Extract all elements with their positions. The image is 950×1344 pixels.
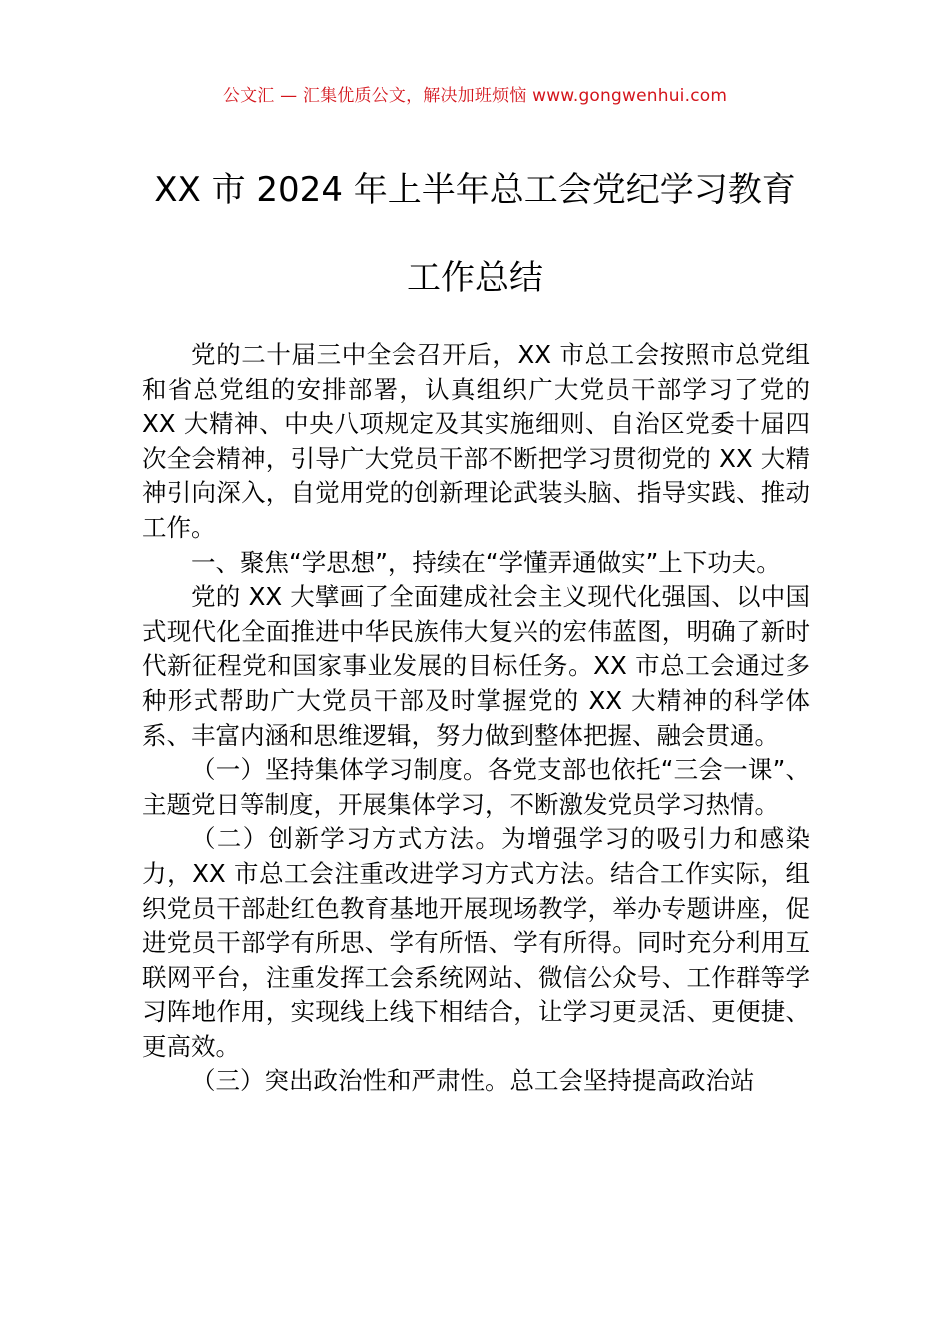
paragraph-section-1: 党的 XX 大擘画了全面建成社会主义现代化强国、以中国式现代化全面推进中华民族伟大复兴的宏伟蓝图，明确了新时代新征程党和国家事业发展的目标任务。XX 市总工会通过多种形式帮助广大党员干部及时掌握党的 XX 大精神的科学体系、丰富内涵和思维逻辑，努力做到整体把握、融会贯通。 xyxy=(142,582,810,750)
document-body xyxy=(142,338,810,1099)
paragraph-intro: 党的二十届三中全会召开后，XX 市总工会按照市总党组和省总党组的安排部署，认真组织广大党员干部学习了党的 XX 大精神、中央八项规定及其实施细则、自治区党委十届四次全会精神，引导广大党员干部不断把学习贯彻党的 XX 大精神引向深入，自觉用党的创新理论武装头脑、指导实践、推动工作。 xyxy=(142,340,810,542)
header-banner: 公文汇 — 汇集优质公文，解决加班烦恼 www.gongwenhui.com xyxy=(222,86,728,106)
page-title xyxy=(120,146,830,322)
paragraph-item-2: （二）创新学习方式方法。为增强学习的吸引力和感染力，XX 市总工会注重改进学习方式方法。结合工作实际，组织党员干部赴红色教育基地开展现场教学，举办专题讲座，促进党员干部学有所思、学有所悟、学有所得。同时充分利用互联网平台，注重发挥工会系统网站、微信公众号、工作群等学习阵地作用，实现线上线下相结合，让学习更灵活、更便捷、更高效。 xyxy=(142,824,810,1061)
title-line-1: XX 市 2024 年上半年总工会党纪学习教育 xyxy=(154,170,796,210)
section-heading-1: 一、聚焦“学思想”，持续在“学懂弄通做实”上下功夫。 xyxy=(191,547,781,577)
title-line-2: 工作总结 xyxy=(407,258,543,298)
paragraph-item-1: （一）坚持集体学习制度。各党支部也依托“三会一课”、主题党日等制度，开展集体学习，不断激发党员学习热情。 xyxy=(142,755,810,819)
paragraph-item-3: （三）突出政治性和严肃性。总工会坚持提高政治站 xyxy=(191,1066,755,1096)
